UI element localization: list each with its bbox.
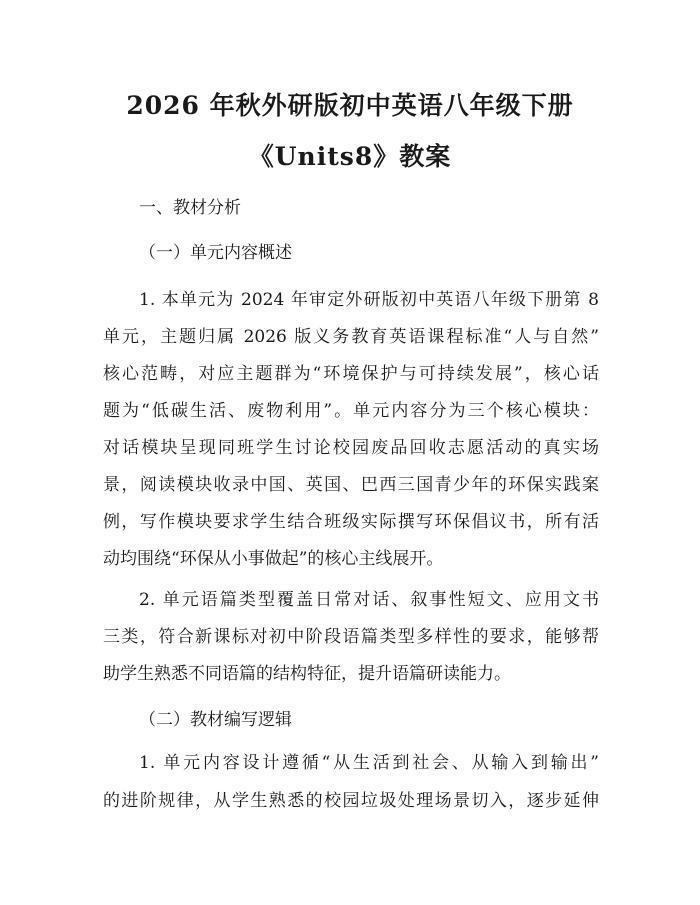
paragraph-1-line: 景，阅读模块收录中国、英国、巴西三国青少年的环保实践案 [103,475,599,495]
paragraph-2-line: 三类，符合新课标对初中阶段语篇类型多样性的要求，能够帮 [103,627,599,647]
paragraph-1-line: 核心范畴，对应主题群为“环境保护与可持续发展”，核心话 [103,364,599,384]
paragraph-3-line: 的进阶规律，从学生熟悉的校园垃圾处理场景切入，逐步延伸 [103,791,599,811]
paragraph-1-line: 1. 本单元为 2024 年审定外研版初中英语八年级下册第 8 [139,290,599,310]
section-heading-teaching-material-analysis: 一、教材分析 [139,198,241,218]
paragraph-1-line: 例，写作模块要求学生结合班级实际撰写环保倡议书，所有活 [103,512,599,532]
paragraph-1-line: 题为“低碳生活、废物利用”。单元内容分为三个核心模块： [103,401,599,421]
paragraph-3-line: 1. 单元内容设计遵循“从生活到社会、从输入到输出” [139,753,599,773]
paragraph-1-line: 动均围绕“环保从小事做起”的核心主线展开。 [103,549,444,569]
document-title-line-2: 《Units8》教案 [248,142,452,171]
paragraph-2-line: 助学生熟悉不同语篇的结构特征，提升语篇研读能力。 [103,664,511,684]
paragraph-1-line: 对话模块呈现同班学生讨论校园废品回收志愿活动的真实场 [103,438,599,458]
paragraph-2-line: 2. 单元语篇类型覆盖日常对话、叙事性短文、应用文书 [139,590,599,610]
document-title-line-1: 2026 年秋外研版初中英语八年级下册 [126,91,574,120]
paragraph-1-line: 单元，主题归属 2026 版义务教育英语课程标准“人与自然” [103,327,599,347]
subsection-heading-editing-logic: （二）教材编写逻辑 [139,710,292,730]
subsection-heading-unit-overview: （一）单元内容概述 [139,243,292,263]
